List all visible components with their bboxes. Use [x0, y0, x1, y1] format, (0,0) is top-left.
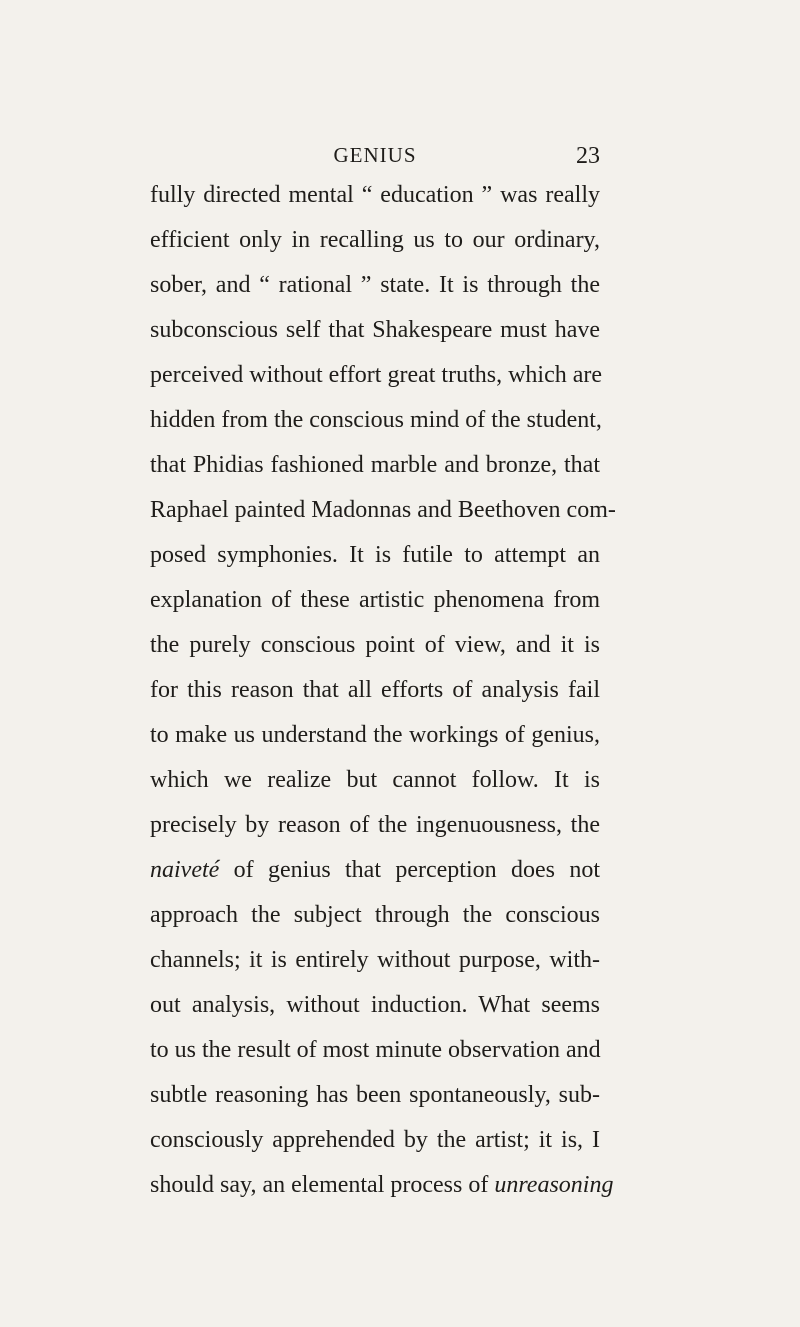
text-line: which we realize but cannot follow. It is	[150, 767, 600, 793]
text-line: efficient only in recalling us to our ordinary,	[150, 227, 600, 253]
text-line: the purely conscious point of view, and it is	[150, 632, 600, 658]
text-line: subconscious self that Shakespeare must have	[150, 317, 600, 343]
body-text	[150, 173, 616, 1208]
text-line: for this reason that all efforts of analysis fail	[150, 677, 600, 703]
text-line: consciously apprehended by the artist; it is, I	[150, 1127, 600, 1153]
italic-word: unreasoning	[494, 1172, 614, 1198]
text-line: precisely by reason of the ingenuousness, the	[150, 812, 600, 838]
text-line: hidden from the conscious mind of the student,	[150, 407, 602, 433]
text-line	[150, 848, 600, 893]
line-text: of genius that perception does not	[219, 857, 600, 883]
italic-word: naiveté	[150, 857, 220, 883]
text-line: that Phidias fashioned marble and bronze, that	[150, 452, 600, 478]
text-line: to make us understand the workings of genius,	[150, 722, 600, 748]
text-line: fully directed mental “ education ” was really	[150, 182, 600, 208]
line-text: should say, an elemental process of	[150, 1172, 495, 1198]
text-line: approach the subject through the conscious	[150, 902, 600, 928]
text-line: posed symphonies. It is futile to attempt an	[150, 542, 600, 568]
text-line: Raphael painted Madonnas and Beethoven com-	[150, 497, 616, 523]
text-line: channels; it is entirely without purpose, with-	[150, 947, 600, 973]
text-line: explanation of these artistic phenomena from	[150, 587, 600, 613]
text-line: out analysis, without induction. What seems	[150, 992, 600, 1018]
page-number: 23	[576, 143, 600, 169]
running-title: GENIUS	[333, 143, 417, 167]
text-line: subtle reasoning has been spontaneously, sub-	[150, 1082, 600, 1108]
text-line: sober, and “ rational ” state. It is through the	[150, 272, 600, 298]
text-line	[150, 1163, 614, 1208]
running-head	[150, 143, 600, 173]
text-line: perceived without effort great truths, which are	[150, 362, 603, 388]
text-line: to us the result of most minute observation and	[150, 1037, 601, 1063]
